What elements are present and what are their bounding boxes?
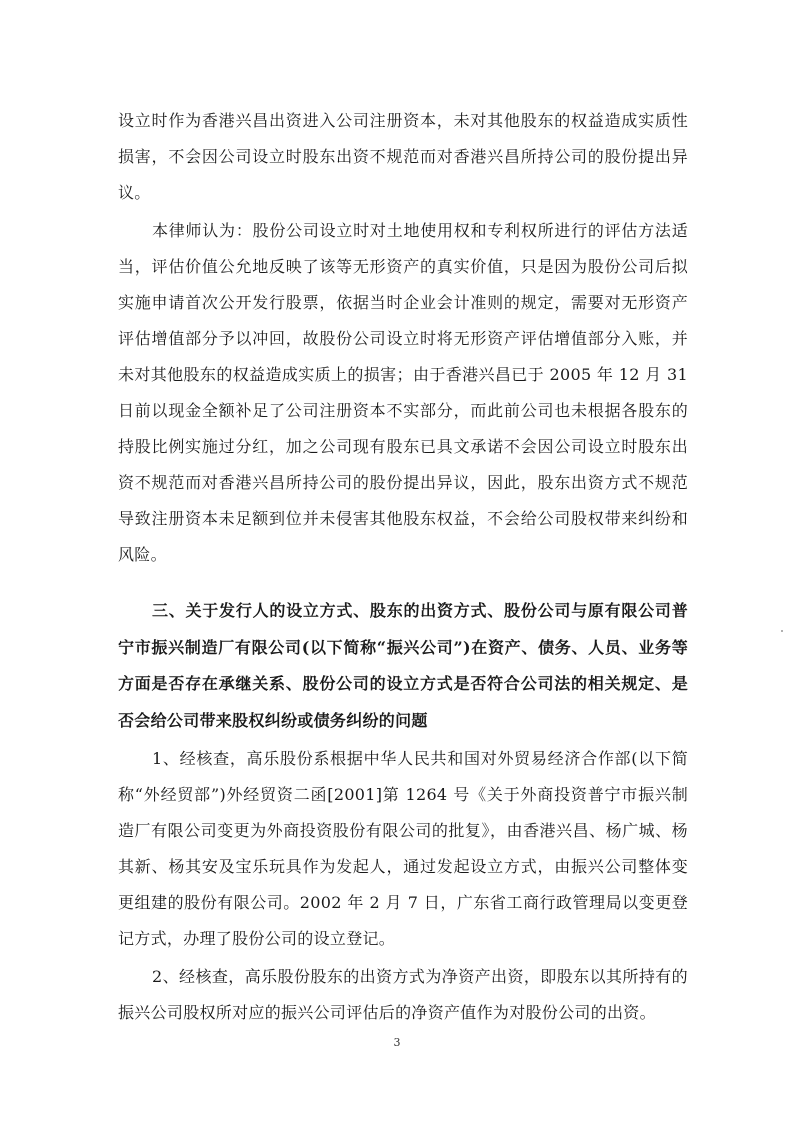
paragraph-continuation: 设立时作为香港兴昌出资进入公司注册资本，未对其他股东的权益造成实质性损害，不会因公司设立时股东出资不规范而对香港兴昌所持公司的股份提出异议。 bbox=[118, 111, 688, 202]
paragraph-item-2: 2、经核查，高乐股份股东的出资方式为净资产出资，即股东以其所持有的振兴公司股权所对应的振兴公司评估后的净资产值作为对股份公司的出资。 bbox=[118, 967, 688, 1022]
scan-speck bbox=[781, 630, 783, 632]
paragraph-lawyer-opinion: 本律师认为：股份公司设立时对土地使用权和专利权所进行的评估方法适当，评估价值公允地反映了该等无形资产的真实价值，只是因为股份公司后拟实施申请首次公开发行股票，依据当时企业会计准则的规定，需要对无形资产评估增值部分予以冲回，故股份公司设立时将无形资产评估增值部分入账，并未对其他股东的权益造成实质上的损害；由于香港兴昌已于 2005 年 12 月 31 日前以现金全额补足了公司注册资本不实部分，而此前公司也未根据各股东的持股比例实施过分红，加之公司现有股东已具文承诺不会因公司设立时股东出资不规范而对香港兴昌所持公司的股份提出异议，因此，股东出资方式不规范导致注册资本未足额到位并未侵害其他股东权益，不会给公司股权带来纠纷和风险。 bbox=[118, 221, 688, 564]
paragraph-item-1: 1、经核查，高乐股份系根据中华人民共和国对外贸易经济合作部(以下简称“外经贸部”)外经贸资二函[2001]第 1264 号《关于外商投资普宁市振兴制造厂有限公司变更为外商投资股份有限公司的批复》，由香港兴昌、杨广城、杨其新、杨其安及宝乐玩具作为发起人，通过发起设立方式，由振兴公司整体变更组建的股份有限公司。2002 年 2 月 7 日，广东省工商行政管理局以变更登记方式，办理了股份公司的设立登记。 bbox=[118, 749, 688, 948]
section-heading-three: 三、关于发行人的设立方式、股东的出资方式、股份公司与原有限公司普宁市振兴制造厂有限公司(以下简称“振兴公司”)在资产、债务、人员、业务等方面是否存在承继关系、股份公司的设立方式是否符合公司法的相关规定、是否会给公司带来股权纠纷或债务纠纷的问题 bbox=[118, 601, 688, 730]
page-number: 3 bbox=[393, 1036, 401, 1049]
document-body bbox=[118, 103, 688, 1031]
